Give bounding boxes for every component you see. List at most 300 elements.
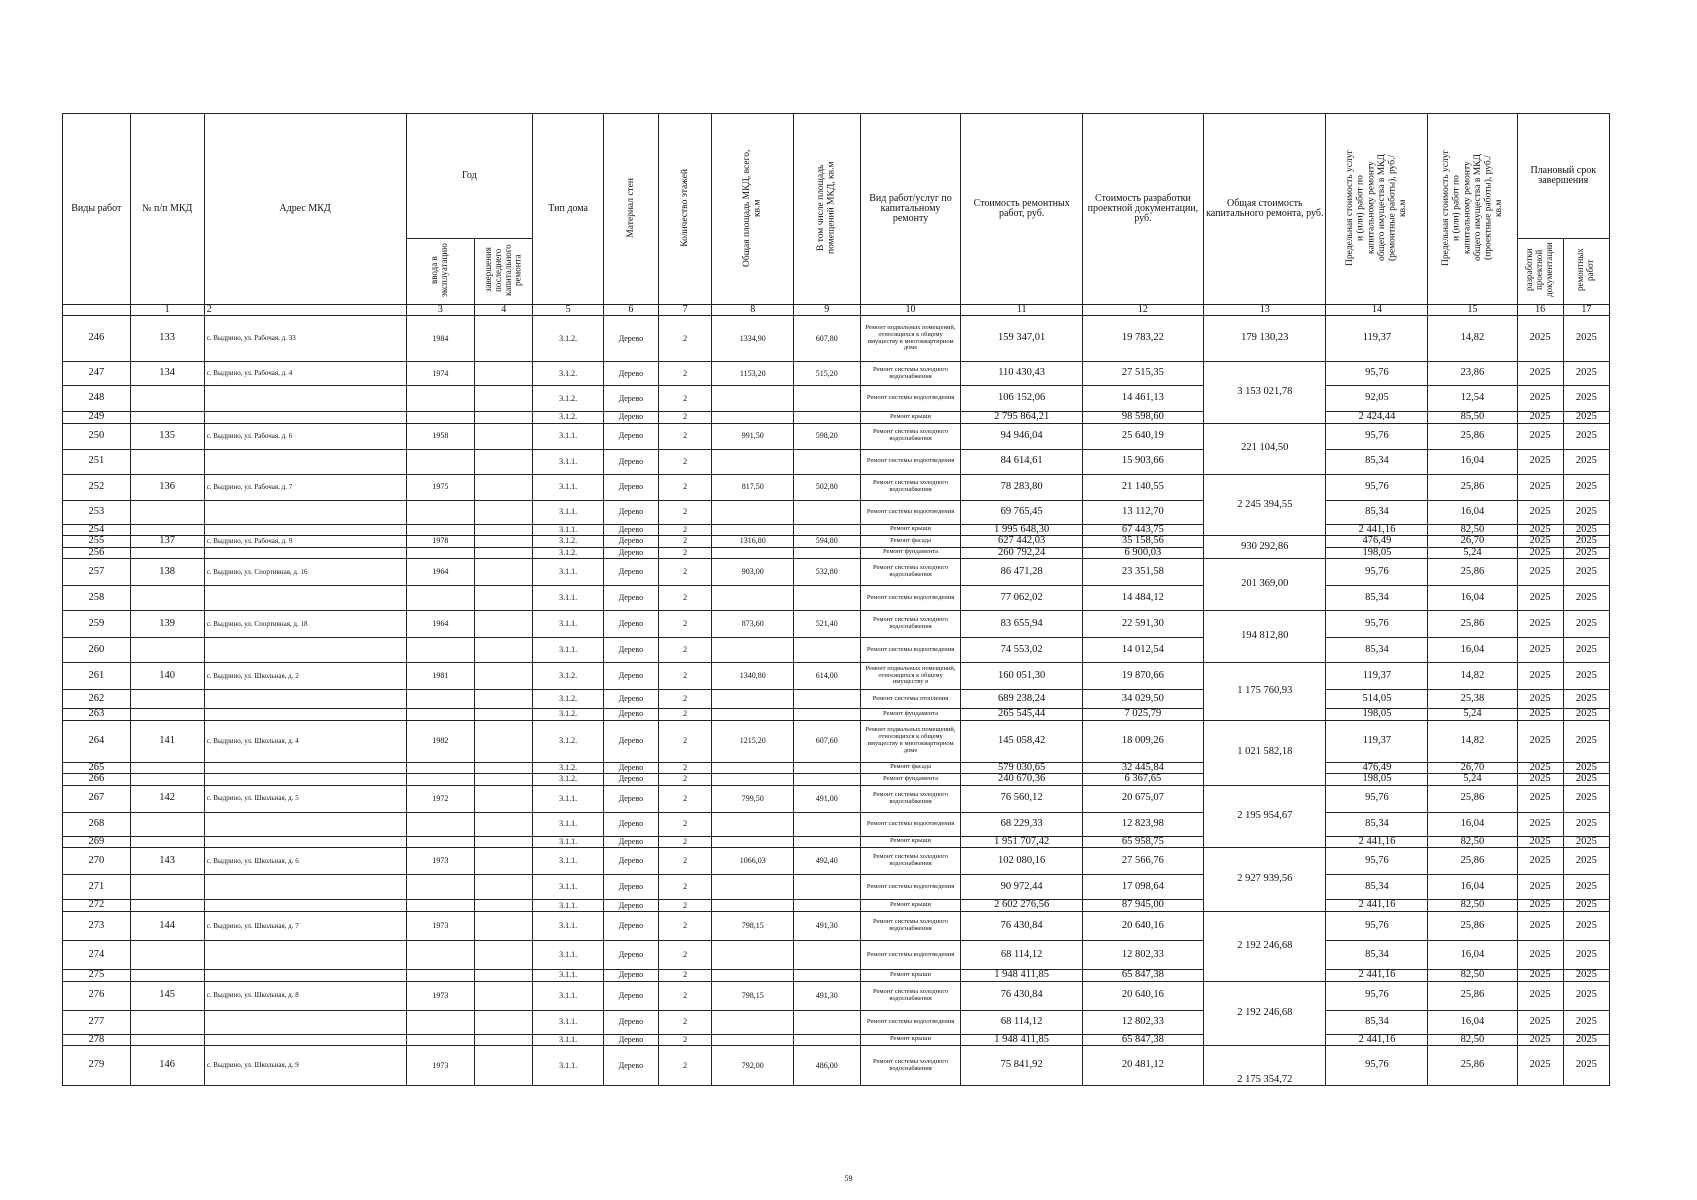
work-type: Ремонт крыши: [860, 900, 961, 912]
floors: 2: [658, 774, 712, 786]
limit-repair: 198,05: [1326, 547, 1428, 559]
deadline-repair: 2025: [1563, 474, 1609, 500]
mkd-number: 137: [130, 536, 204, 548]
premises-area: [794, 812, 861, 836]
year-built: 1982: [406, 720, 475, 762]
premises-area: 614,00: [794, 663, 861, 690]
limit-design: 25,86: [1428, 474, 1517, 500]
wall-material: Дерево: [604, 981, 659, 1010]
floors: 2: [658, 912, 712, 941]
mkd-number: [130, 970, 204, 982]
mkd-number: [130, 638, 204, 663]
year-last-repair: [475, 1034, 533, 1046]
row-number: 277: [63, 1010, 131, 1034]
total-area: 1066,03: [712, 848, 794, 875]
house-type: 3.1.1.: [533, 836, 604, 848]
floors: 2: [658, 785, 712, 812]
wall-material: Дерево: [604, 474, 659, 500]
table-row: [63, 524, 1610, 536]
limit-design: 26,70: [1428, 762, 1517, 774]
year-last-repair: [475, 386, 533, 412]
address: [204, 812, 406, 836]
year-built: [406, 709, 475, 721]
limit-repair: 514,05: [1326, 690, 1428, 709]
year-built: 1974: [406, 362, 475, 386]
header-god: Год: [406, 114, 533, 239]
repair-cost: 86 471,28: [961, 559, 1082, 586]
header-srok-proekt-text: разработки проектной документации: [1524, 242, 1555, 298]
limit-repair: 2 441,16: [1326, 970, 1428, 982]
address: [204, 774, 406, 786]
work-type: Ремонт системы холодного водоснабжения: [860, 981, 961, 1010]
col-number: 15: [1428, 305, 1517, 316]
total-area: [712, 449, 794, 474]
wall-material: Дерево: [604, 423, 659, 449]
mkd-number: [130, 836, 204, 848]
header-god-vvoda-text: ввода в эксплуатацию: [429, 243, 450, 297]
wall-material: Дерево: [604, 912, 659, 941]
year-built: 1964: [406, 559, 475, 586]
address: [204, 875, 406, 900]
repair-cost: 265 545,44: [961, 709, 1082, 721]
header-pred-proekt: [1428, 114, 1517, 305]
address: [204, 941, 406, 970]
row-number: 271: [63, 875, 131, 900]
limit-design: 25,86: [1428, 611, 1517, 638]
address: [204, 1034, 406, 1046]
floors: 2: [658, 586, 712, 611]
floors: 2: [658, 524, 712, 536]
table-row: [63, 785, 1610, 812]
header-etazhi-text: Количество этажей: [679, 168, 690, 247]
limit-repair: 95,76: [1326, 981, 1428, 1010]
limit-design: 25,86: [1428, 559, 1517, 586]
deadline-design: 2025: [1517, 981, 1563, 1010]
design-cost: 12 823,98: [1082, 812, 1203, 836]
year-last-repair: [475, 848, 533, 875]
design-cost: 23 351,58: [1082, 559, 1203, 586]
address: [204, 547, 406, 559]
floors: 2: [658, 848, 712, 875]
wall-material: Дерево: [604, 812, 659, 836]
limit-repair: 85,34: [1326, 941, 1428, 970]
wall-material: Дерево: [604, 586, 659, 611]
design-cost: 20 675,07: [1082, 785, 1203, 812]
mkd-number: 139: [130, 611, 204, 638]
floors: 2: [658, 836, 712, 848]
work-type: Ремонт системы водоотведения: [860, 386, 961, 412]
year-last-repair: [475, 941, 533, 970]
mkd-number: 135: [130, 423, 204, 449]
table-row: [63, 536, 1610, 548]
table-row: [63, 586, 1610, 611]
repair-cost: 689 238,24: [961, 690, 1082, 709]
year-last-repair: [475, 900, 533, 912]
limit-repair: 2 424,44: [1326, 412, 1428, 424]
house-type: 3.1.1.: [533, 970, 604, 982]
repair-cost: 84 614,61: [961, 449, 1082, 474]
premises-area: 491,30: [794, 912, 861, 941]
mkd-number: [130, 500, 204, 524]
deadline-repair: 2025: [1563, 1046, 1609, 1086]
total-cost: 2 195 954,67: [1204, 785, 1326, 848]
limit-design: 23,86: [1428, 362, 1517, 386]
work-type: Ремонт системы отопления: [860, 690, 961, 709]
year-built: [406, 812, 475, 836]
year-built: 1978: [406, 536, 475, 548]
year-last-repair: [475, 362, 533, 386]
work-type: Ремонт системы холодного водоснабжения: [860, 611, 961, 638]
year-last-repair: [475, 836, 533, 848]
house-type: 3.1.1.: [533, 559, 604, 586]
limit-repair: 198,05: [1326, 774, 1428, 786]
address: [204, 449, 406, 474]
header-vid-uslug: Вид работ/услуг по капитальному ремонту: [860, 114, 961, 305]
table-row: [63, 547, 1610, 559]
total-area: [712, 709, 794, 721]
limit-repair: 2 441,16: [1326, 524, 1428, 536]
limit-repair: 85,34: [1326, 1010, 1428, 1034]
premises-area: [794, 1010, 861, 1034]
design-cost: 12 802,33: [1082, 1010, 1203, 1034]
house-type: 3.1.1.: [533, 875, 604, 900]
total-area: 798,15: [712, 912, 794, 941]
total-area: 1316,80: [712, 536, 794, 548]
repair-cost: 75 841,92: [961, 1046, 1082, 1086]
deadline-repair: 2025: [1563, 362, 1609, 386]
year-last-repair: [475, 774, 533, 786]
design-cost: 19 783,22: [1082, 316, 1203, 362]
deadline-repair: 2025: [1563, 785, 1609, 812]
row-number: 265: [63, 762, 131, 774]
mkd-number: [130, 941, 204, 970]
limit-repair: 198,05: [1326, 709, 1428, 721]
design-cost: 17 098,64: [1082, 875, 1203, 900]
limit-design: 14,82: [1428, 663, 1517, 690]
year-last-repair: [475, 547, 533, 559]
table-row: [63, 720, 1610, 762]
design-cost: 65 958,75: [1082, 836, 1203, 848]
wall-material: Дерево: [604, 1034, 659, 1046]
deadline-design: 2025: [1517, 970, 1563, 982]
total-area: 1334,90: [712, 316, 794, 362]
total-cost: 221 104,50: [1204, 423, 1326, 474]
deadline-repair: 2025: [1563, 638, 1609, 663]
premises-area: [794, 547, 861, 559]
year-last-repair: [475, 981, 533, 1010]
row-number: 262: [63, 690, 131, 709]
limit-design: 14,82: [1428, 316, 1517, 362]
limit-repair: 95,76: [1326, 848, 1428, 875]
design-cost: 12 802,33: [1082, 941, 1203, 970]
house-type: 3.1.1.: [533, 638, 604, 663]
mkd-number: [130, 774, 204, 786]
year-built: [406, 690, 475, 709]
address: [204, 386, 406, 412]
mkd-number: [130, 1010, 204, 1034]
total-cost: 930 292,86: [1204, 536, 1326, 559]
mkd-number: 136: [130, 474, 204, 500]
limit-repair: 95,76: [1326, 1046, 1428, 1086]
header-ploshad-pom: [794, 114, 861, 305]
header-etazhi: [658, 114, 712, 305]
year-last-repair: [475, 785, 533, 812]
limit-repair: 95,76: [1326, 912, 1428, 941]
premises-area: [794, 774, 861, 786]
repair-cost: 68 114,12: [961, 941, 1082, 970]
limit-design: 25,86: [1428, 785, 1517, 812]
address: с. Выдрино, ул. Рабочая, д. 7: [204, 474, 406, 500]
row-number: 273: [63, 912, 131, 941]
work-type: Ремонт крыши: [860, 412, 961, 424]
row-number: 250: [63, 423, 131, 449]
work-type: Ремонт системы водоотведения: [860, 638, 961, 663]
mkd-number: 138: [130, 559, 204, 586]
house-type: 3.1.1.: [533, 812, 604, 836]
total-cost: 2 192 246,68: [1204, 912, 1326, 982]
address: с. Выдрино, ул. Школьная, д. 9: [204, 1046, 406, 1086]
deadline-design: 2025: [1517, 836, 1563, 848]
address: с. Выдрино, ул. Рабочая, д. 6: [204, 423, 406, 449]
header-vid-rabot: Виды работ: [63, 114, 131, 305]
deadline-repair: 2025: [1563, 762, 1609, 774]
col-number: 5: [533, 305, 604, 316]
work-type: Ремонт фундамента: [860, 774, 961, 786]
mkd-number: [130, 690, 204, 709]
deadline-repair: 2025: [1563, 690, 1609, 709]
col-number: 17: [1563, 305, 1609, 316]
work-type: Ремонт фундамента: [860, 547, 961, 559]
deadline-design: 2025: [1517, 316, 1563, 362]
deadline-repair: 2025: [1563, 836, 1609, 848]
total-area: 1153,20: [712, 362, 794, 386]
design-cost: 25 640,19: [1082, 423, 1203, 449]
limit-design: 16,04: [1428, 812, 1517, 836]
deadline-design: 2025: [1517, 690, 1563, 709]
year-last-repair: [475, 1046, 533, 1086]
col-number: 8: [712, 305, 794, 316]
floors: 2: [658, 663, 712, 690]
row-number: 278: [63, 1034, 131, 1046]
floors: 2: [658, 449, 712, 474]
wall-material: Дерево: [604, 611, 659, 638]
premises-area: 491,30: [794, 981, 861, 1010]
limit-design: 82,50: [1428, 970, 1517, 982]
deadline-design: 2025: [1517, 638, 1563, 663]
design-cost: 65 847,38: [1082, 970, 1203, 982]
total-area: [712, 875, 794, 900]
address: [204, 690, 406, 709]
deadline-design: 2025: [1517, 1010, 1563, 1034]
mkd-number: 144: [130, 912, 204, 941]
total-cost: 3 153 021,78: [1204, 362, 1326, 424]
limit-design: 12,54: [1428, 386, 1517, 412]
repair-cost: 240 670,36: [961, 774, 1082, 786]
address: с. Выдрино, ул. Рабочая, д. 4: [204, 362, 406, 386]
address: [204, 970, 406, 982]
premises-area: [794, 586, 861, 611]
mkd-number: [130, 386, 204, 412]
premises-area: [794, 638, 861, 663]
header-srok-rem-text: ремонтных работ: [1575, 248, 1596, 292]
table-row: [63, 762, 1610, 774]
work-type: Ремонт системы холодного водоснабжения: [860, 912, 961, 941]
wall-material: Дерево: [604, 900, 659, 912]
repair-cost: 76 430,84: [961, 981, 1082, 1010]
header-nomer-mkd: № п/п МКД: [130, 114, 204, 305]
header-srok: Плановый срок завершения: [1517, 114, 1609, 239]
row-number: 275: [63, 970, 131, 982]
limit-design: 82,50: [1428, 900, 1517, 912]
deadline-design: 2025: [1517, 709, 1563, 721]
floors: 2: [658, 875, 712, 900]
row-number: 267: [63, 785, 131, 812]
design-cost: 15 903,66: [1082, 449, 1203, 474]
floors: 2: [658, 316, 712, 362]
table-row: [63, 423, 1610, 449]
address: [204, 638, 406, 663]
floors: 2: [658, 412, 712, 424]
year-built: [406, 1034, 475, 1046]
year-last-repair: [475, 912, 533, 941]
repair-cost: 78 283,80: [961, 474, 1082, 500]
year-built: [406, 941, 475, 970]
limit-design: 16,04: [1428, 941, 1517, 970]
deadline-repair: 2025: [1563, 611, 1609, 638]
work-type: Ремонт системы водоотведения: [860, 875, 961, 900]
repair-cost: 76 560,12: [961, 785, 1082, 812]
premises-area: [794, 941, 861, 970]
house-type: 3.1.2.: [533, 386, 604, 412]
repair-cost: 94 946,04: [961, 423, 1082, 449]
limit-repair: 85,34: [1326, 638, 1428, 663]
design-cost: 20 640,16: [1082, 912, 1203, 941]
house-type: 3.1.1.: [533, 1046, 604, 1086]
limit-repair: 95,76: [1326, 423, 1428, 449]
table-row: [63, 848, 1610, 875]
mkd-number: 140: [130, 663, 204, 690]
limit-design: 5,24: [1428, 547, 1517, 559]
house-type: 3.1.1.: [533, 1034, 604, 1046]
total-area: 873,60: [712, 611, 794, 638]
year-built: [406, 970, 475, 982]
address: с. Выдрино, ул. Рабочая, д. 33: [204, 316, 406, 362]
limit-design: 16,04: [1428, 1010, 1517, 1034]
table-row: [63, 559, 1610, 586]
row-number: 274: [63, 941, 131, 970]
deadline-repair: 2025: [1563, 547, 1609, 559]
house-type: 3.1.1.: [533, 524, 604, 536]
col-number: 1: [130, 305, 204, 316]
premises-area: [794, 900, 861, 912]
year-last-repair: [475, 536, 533, 548]
year-last-repair: [475, 611, 533, 638]
floors: 2: [658, 1046, 712, 1086]
table-row: [63, 836, 1610, 848]
wall-material: Дерево: [604, 690, 659, 709]
wall-material: Дерево: [604, 785, 659, 812]
deadline-repair: 2025: [1563, 423, 1609, 449]
premises-area: [794, 875, 861, 900]
premises-area: 502,80: [794, 474, 861, 500]
deadline-design: 2025: [1517, 848, 1563, 875]
deadline-design: 2025: [1517, 386, 1563, 412]
wall-material: Дерево: [604, 316, 659, 362]
design-cost: 7 025,79: [1082, 709, 1203, 721]
row-number: 255: [63, 536, 131, 548]
house-type: 3.1.1.: [533, 1010, 604, 1034]
table-row: [63, 981, 1610, 1010]
work-type: Ремонт системы холодного водоснабжения: [860, 423, 961, 449]
deadline-design: 2025: [1517, 720, 1563, 762]
design-cost: 14 461,13: [1082, 386, 1203, 412]
wall-material: Дерево: [604, 663, 659, 690]
deadline-design: 2025: [1517, 412, 1563, 424]
house-type: 3.1.1.: [533, 586, 604, 611]
total-cost: 1 021 582,18: [1204, 720, 1326, 785]
works-table-sheet: [62, 113, 1610, 1140]
header-pred-proekt-text: Предельная стоимость услуг и (или) работ по капитальному ремонту общего имущества в МКД (проектные работы), руб./кв.м: [1440, 149, 1504, 266]
wall-material: Дерево: [604, 1010, 659, 1034]
deadline-design: 2025: [1517, 474, 1563, 500]
deadline-repair: 2025: [1563, 812, 1609, 836]
year-last-repair: [475, 1010, 533, 1034]
house-type: 3.1.2.: [533, 362, 604, 386]
table-row: [63, 500, 1610, 524]
wall-material: Дерево: [604, 559, 659, 586]
table-row: [63, 663, 1610, 690]
floors: 2: [658, 547, 712, 559]
repair-cost: 68 229,33: [961, 812, 1082, 836]
row-number: 263: [63, 709, 131, 721]
total-area: [712, 524, 794, 536]
table-row: [63, 1046, 1610, 1086]
floors: 2: [658, 981, 712, 1010]
design-cost: 35 158,56: [1082, 536, 1203, 548]
total-area: [712, 586, 794, 611]
house-type: 3.1.2.: [533, 720, 604, 762]
work-type: Ремонт системы водоотведения: [860, 449, 961, 474]
house-type: 3.1.1.: [533, 474, 604, 500]
total-area: [712, 500, 794, 524]
design-cost: 32 445,84: [1082, 762, 1203, 774]
repair-cost: 1 995 648,30: [961, 524, 1082, 536]
col-number: 16: [1517, 305, 1563, 316]
work-type: Ремонт фасада: [860, 536, 961, 548]
wall-material: Дерево: [604, 547, 659, 559]
page-number: 59: [844, 1174, 853, 1183]
deadline-design: 2025: [1517, 774, 1563, 786]
header-god-remonta: [475, 239, 533, 305]
deadline-design: 2025: [1517, 875, 1563, 900]
floors: 2: [658, 762, 712, 774]
work-type: Ремонт системы водоотведения: [860, 1010, 961, 1034]
total-area: 798,15: [712, 981, 794, 1010]
floors: 2: [658, 386, 712, 412]
house-type: 3.1.1.: [533, 785, 604, 812]
deadline-repair: 2025: [1563, 941, 1609, 970]
work-type: Ремонт фасада: [860, 762, 961, 774]
wall-material: Дерево: [604, 762, 659, 774]
work-type: Ремонт крыши: [860, 836, 961, 848]
limit-repair: 85,34: [1326, 500, 1428, 524]
deadline-repair: 2025: [1563, 981, 1609, 1010]
mkd-number: 143: [130, 848, 204, 875]
repair-cost: 159 347,01: [961, 316, 1082, 362]
work-type: Ремонт системы холодного водоснабжения: [860, 1046, 961, 1086]
repair-cost: 90 972,44: [961, 875, 1082, 900]
year-built: 1973: [406, 981, 475, 1010]
